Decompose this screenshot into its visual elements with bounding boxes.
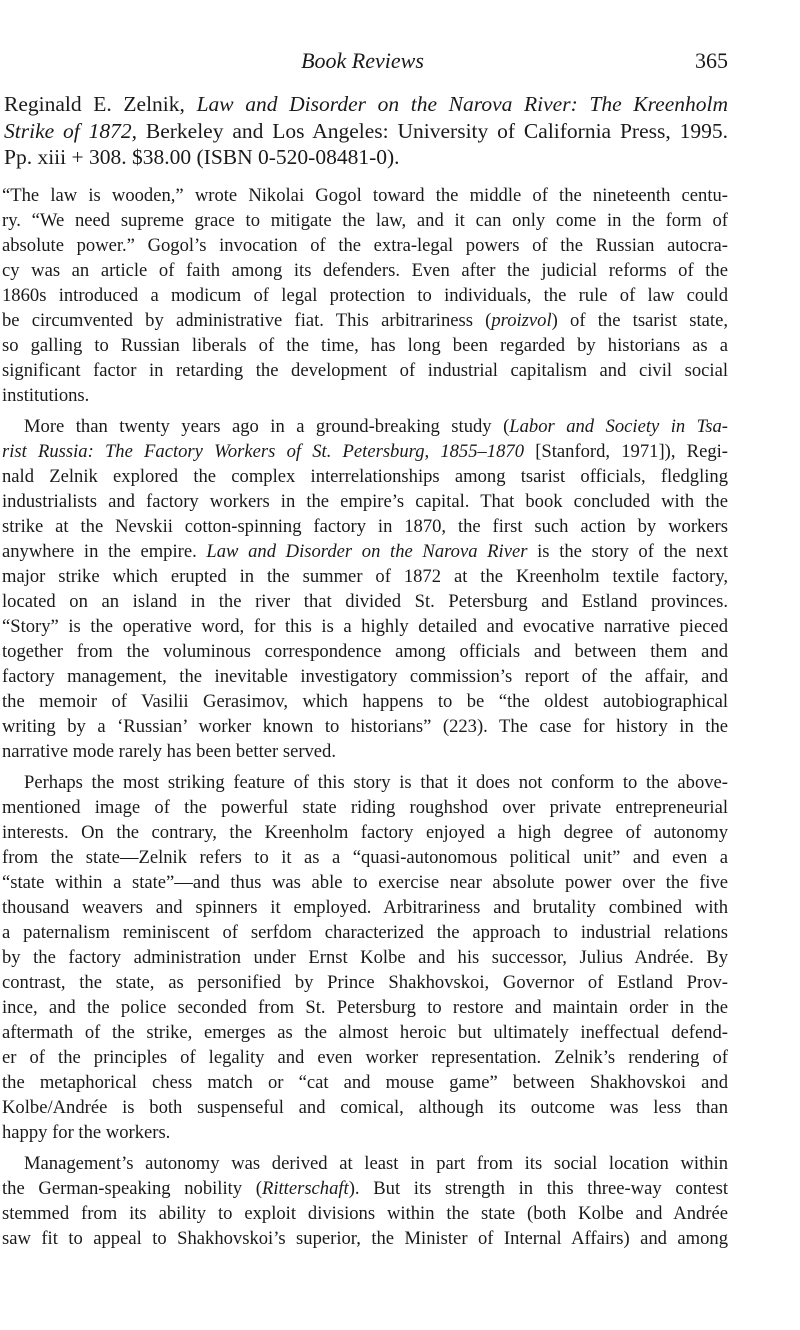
running-head [0, 46, 800, 76]
text-line: er of the principles of legality and even worker representation. Zelnik’s rendering of [2, 1047, 728, 1068]
italic-title: rist Russia: The Factory Workers of St. Petersburg, 1855–1870 [2, 441, 524, 462]
text-line: stemmed from its ability to exploit divisions within the state (both Kolbe and Andrée [2, 1203, 728, 1224]
text-run: anywhere in the empire. [2, 541, 207, 562]
text-line: factory management, the inevitable investigatory commission’s report of the affair, and [2, 666, 728, 687]
text-line: aftermath of the strike, emerges as the almost heroic but ultimately ineffectual defend- [2, 1022, 728, 1043]
review-body [2, 183, 728, 1257]
text-line: strike at the Nevskii cotton-spinning factory in 1870, the first such action by workers [2, 516, 728, 537]
text-run: [Stanford, 1971]), Regi- [524, 441, 728, 462]
paragraph [2, 414, 728, 764]
text-line: ince, and the police seconded from St. Petersburg to restore and maintain order in the [2, 997, 728, 1018]
text-line: writing by a ‘Russian’ worker known to historians” (223). The case for history in the [2, 716, 728, 737]
italic-term: Ritterschaft [261, 1178, 349, 1199]
text-line: the metaphorical chess match or “cat and mouse game” between Shakhovskoi and [2, 1072, 728, 1093]
text-line: mentioned image of the powerful state riding roughshod over private entrepreneurial [2, 797, 728, 818]
text-line: the memoir of Vasilii Gerasimov, which happens to be “the oldest autobiographical [2, 691, 728, 712]
italic-term: proizvol [491, 310, 552, 331]
citation-publisher: Berkeley and Los Angeles: University of California Press, 1995. [145, 118, 728, 143]
citation-author: Reginald E. Zelnik, [4, 92, 185, 116]
text-line: Management’s autonomy was derived at least in part from its social location within [24, 1153, 728, 1174]
text-line: nald Zelnik explored the complex interrelationships among tsarist officials, fledgling [2, 466, 728, 487]
text-line: “state within a state”—and thus was able to exercise near absolute power over the five [2, 872, 728, 893]
text-line: together from the voluminous correspondence among officials and between them and [2, 641, 728, 662]
text-line: significant factor in retarding the development of industrial capitalism and civil social [2, 360, 728, 381]
text-run: ) of the tsarist state, [551, 310, 728, 331]
text-line: narrative mode rarely has been better served. [2, 741, 337, 762]
text-line: Perhaps the most striking feature of this story is that it does not conform to the above- [24, 772, 728, 793]
text-line: saw fit to appeal to Shakhovskoi’s superior, the Minister of Internal Affairs) and among [2, 1228, 728, 1249]
text-line: Kolbe/Andrée is both suspenseful and comical, although its outcome was less than [2, 1097, 728, 1118]
italic-title: Labor and Society in Tsa- [509, 416, 728, 437]
text-run: be circumvented by administrative fiat. This arbitrariness ( [2, 310, 492, 331]
text-line: a paternalism reminiscent of serfdom characterized the approach to industrial relations [2, 922, 728, 943]
citation-line [4, 118, 728, 145]
text-line [2, 1176, 728, 1201]
citation-title-cont: Strike of 1872, [4, 118, 137, 143]
text-line [2, 439, 728, 464]
citation-details: Pp. xiii + 308. $38.00 (ISBN 0-520-08481-0). [4, 145, 400, 169]
text-line [2, 414, 728, 439]
text-line: “Story” is the operative word, for this is a highly detailed and evocative narrative pieced [2, 616, 728, 637]
text-line: by the factory administration under Ernst Kolbe and his successor, Julius Andrée. By [2, 947, 728, 968]
citation-title: Law and Disorder on the Narova River: The Kreenholm [196, 92, 729, 116]
text-run: the German-speaking nobility ( [2, 1178, 262, 1199]
text-line: interests. On the contrary, the Kreenholm factory enjoyed a high degree of autonomy [2, 822, 728, 843]
text-line: happy for the workers. [2, 1122, 171, 1143]
text-run: More than twenty years ago in a ground-breaking study ( [24, 416, 510, 437]
text-line: “The law is wooden,” wrote Nikolai Gogol toward the middle of the nineteenth centu- [2, 185, 728, 206]
text-run: ). But its strength in this three-way contest [348, 1178, 728, 1199]
text-line: absolute power.” Gogol’s invocation of the extra-legal powers of the Russian autocra- [2, 235, 728, 256]
citation-line [4, 91, 728, 118]
running-title: Book Reviews [301, 48, 424, 73]
citation-line [4, 144, 728, 171]
text-line [2, 308, 728, 333]
text-line: contrast, the state, as personified by Prince Shakhovskoi, Governor of Estland Prov- [2, 972, 728, 993]
page-number: 365 [695, 48, 728, 73]
text-line: cy was an article of faith among its defenders. Even after the judicial reforms of the [2, 260, 728, 281]
paragraph [2, 183, 728, 408]
text-run: is the story of the next [527, 541, 728, 562]
text-line: so galling to Russian liberals of the time, has long been regarded by historians as a [2, 335, 728, 356]
text-line: industrialists and factory workers in the empire’s capital. That book concluded with the [2, 491, 728, 512]
text-line: from the state—Zelnik refers to it as a “quasi-autonomous political unit” and even a [2, 847, 728, 868]
text-line: institutions. [2, 385, 90, 406]
paragraph [2, 770, 728, 1145]
paragraph [2, 1151, 728, 1251]
text-line: thousand weavers and spinners it employed. Arbitrariness and brutality combined with [2, 897, 728, 918]
text-line [2, 539, 728, 564]
book-citation [4, 91, 728, 171]
text-line: 1860s introduced a modicum of legal protection to individuals, the rule of law could [2, 285, 728, 306]
text-line: major strike which erupted in the summer of 1872 at the Kreenholm textile factory, [2, 566, 728, 587]
italic-title: Law and Disorder on the Narova River [206, 541, 528, 562]
text-line: located on an island in the river that divided St. Petersburg and Estland provinces. [2, 591, 728, 612]
text-line: ry. “We need supreme grace to mitigate the law, and it can only come in the form of [2, 210, 728, 231]
